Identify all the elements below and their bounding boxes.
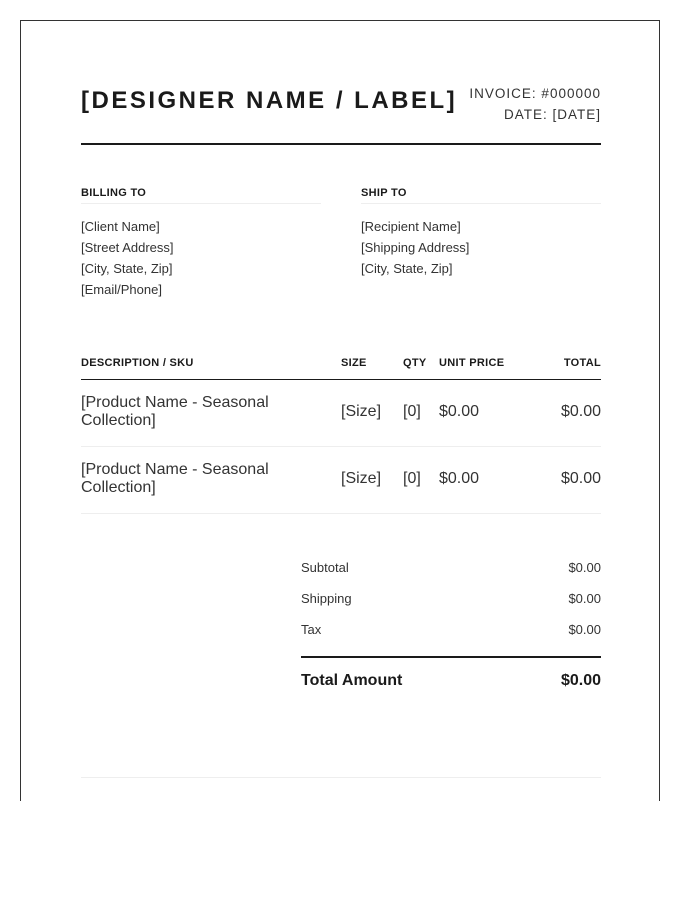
table-row <box>81 447 601 514</box>
invoice-number: INVOICE: #000000 <box>469 86 601 101</box>
shipping-value: $0.00 <box>568 591 601 606</box>
shipping-address: [Shipping Address] <box>361 240 470 255</box>
subtotal-row <box>301 559 601 590</box>
item-unit-price: $0.00 <box>439 470 480 487</box>
tax-label: Tax <box>301 622 322 637</box>
billing-section <box>81 187 321 300</box>
header-size: SIZE <box>341 357 367 369</box>
totals-divider <box>301 656 601 658</box>
item-description: [Product Name - Seasonal Collection] <box>81 394 269 429</box>
shipping-recipient-name: [Recipient Name] <box>361 219 461 234</box>
billing-lines <box>81 216 321 300</box>
designer-label: [DESIGNER NAME / LABEL] <box>81 87 458 114</box>
grand-total-value: $0.00 <box>560 672 601 689</box>
item-size: [Size] <box>341 403 382 420</box>
item-unit-price: $0.00 <box>439 403 480 420</box>
shipping-section <box>361 187 601 279</box>
line-items-table <box>81 355 601 514</box>
billing-street-address: [Street Address] <box>81 240 174 255</box>
header-unit-price: UNIT PRICE <box>439 357 505 369</box>
tax-row <box>301 621 601 652</box>
grand-total-label: Total Amount <box>301 672 403 689</box>
footer-divider <box>81 777 601 778</box>
grand-total-row <box>301 670 601 700</box>
item-total: $0.00 <box>560 470 601 487</box>
shipping-label: Shipping <box>301 591 352 606</box>
invoice-date: DATE: [DATE] <box>503 107 601 122</box>
billing-email-phone: [Email/Phone] <box>81 282 162 297</box>
shipping-lines <box>361 216 601 279</box>
subtotal-value: $0.00 <box>568 560 601 575</box>
item-qty: [0] <box>403 403 421 420</box>
shipping-title: SHIP TO <box>361 187 601 204</box>
item-size: [Size] <box>341 470 382 487</box>
item-description: [Product Name - Seasonal Collection] <box>81 461 269 496</box>
billing-title: BILLING TO <box>81 187 321 204</box>
billing-city-state-zip: [City, State, Zip] <box>81 261 173 276</box>
invoice-page <box>20 20 660 801</box>
table-header-row <box>81 355 601 380</box>
totals-section <box>301 559 601 700</box>
invoice-header <box>81 81 601 145</box>
item-qty: [0] <box>403 470 421 487</box>
header-total: TOTAL <box>563 357 601 369</box>
billing-client-name: [Client Name] <box>81 219 160 234</box>
item-total: $0.00 <box>560 403 601 420</box>
header-divider <box>81 143 601 145</box>
tax-value: $0.00 <box>568 622 601 637</box>
subtotal-label: Subtotal <box>301 560 349 575</box>
table-row <box>81 380 601 447</box>
shipping-city-state-zip: [City, State, Zip] <box>361 261 453 276</box>
header-description: DESCRIPTION / SKU <box>81 357 194 369</box>
header-qty: QTY <box>403 357 427 369</box>
invoice-meta <box>469 83 601 125</box>
shipping-row <box>301 590 601 621</box>
